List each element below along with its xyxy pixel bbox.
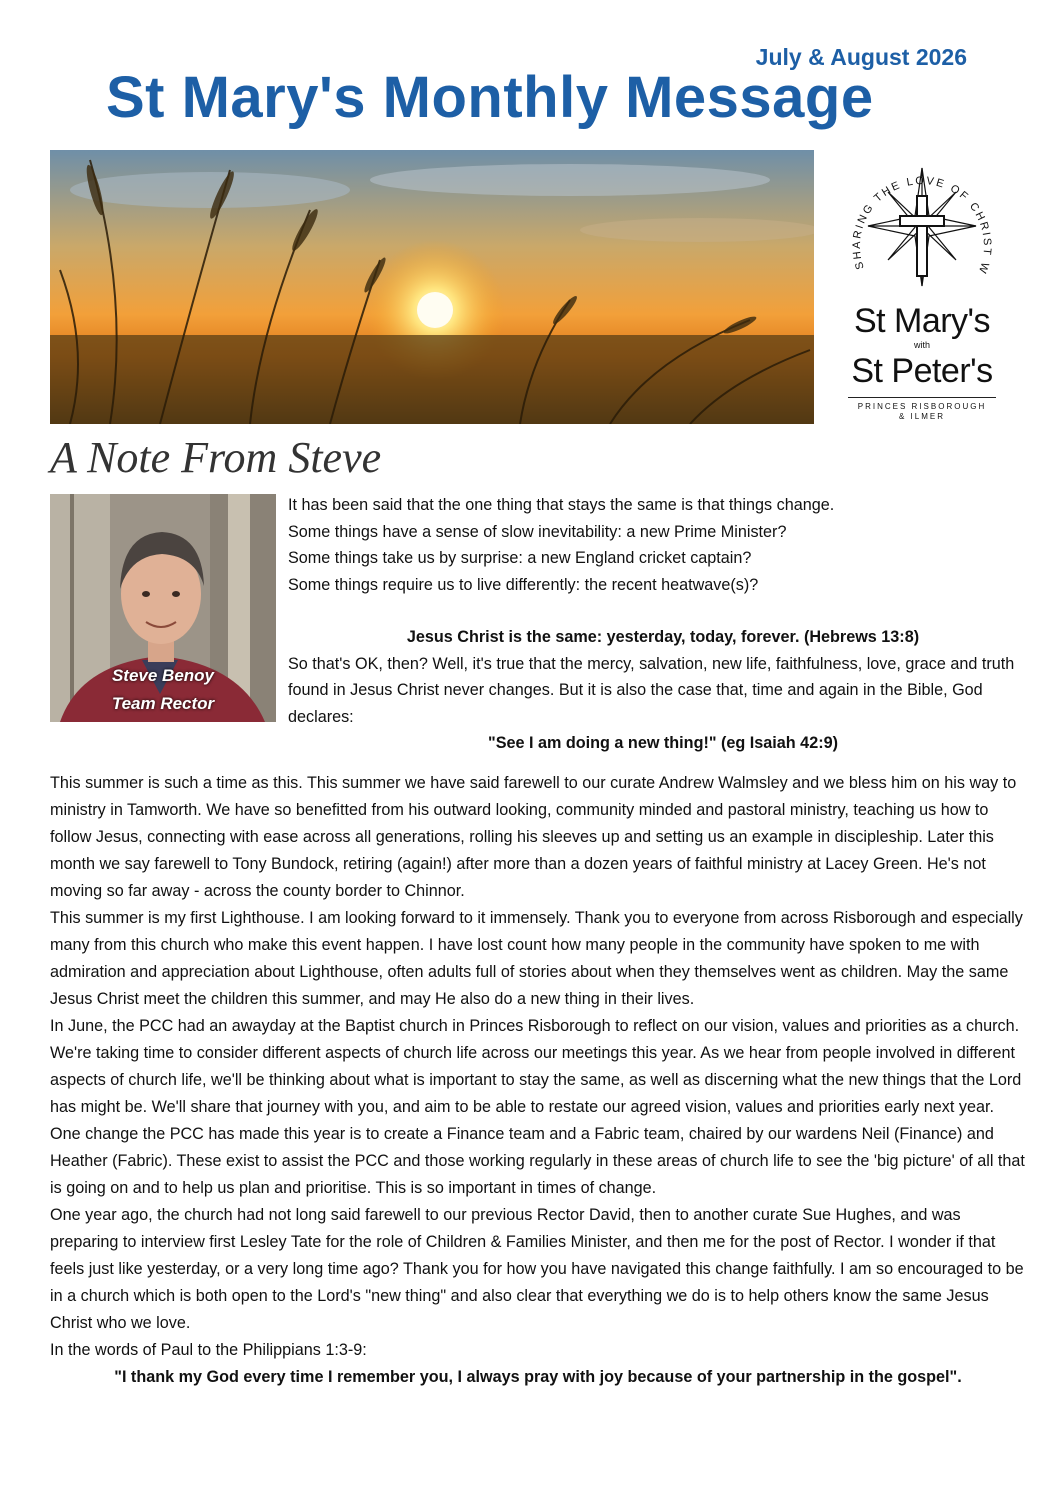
logo-with: with bbox=[913, 340, 930, 350]
logo-name-st-marys: St Mary's bbox=[853, 302, 991, 340]
intro-paragraph: So that's OK, then? Well, it's true that the mercy, salvation, new life, faithfulness, love, grace and truth found in Jesus Christ never changes. But it is also the case that, time and again in the Bible, God declares: bbox=[288, 654, 1015, 726]
intro-line: Some things take us by surprise: a new England cricket captain? bbox=[288, 549, 752, 567]
article-body bbox=[50, 770, 1026, 1391]
star-cross-emblem bbox=[836, 146, 1008, 302]
body-paragraph: This summer is my first Lighthouse. I am looking forward to it immensely. Thank you to everyone from across Risborough and especially many from this church who make this event happen. I have lost count how many people in the community have spoken to me with admiration and appreciation about Lighthouse, often adults full of stories about when they themselves went as children. May the same Jesus Christ meet the children this summer, and may He also do a new thing in their lives. bbox=[50, 909, 1023, 1008]
issue-date: July & August 2026 bbox=[755, 44, 967, 70]
intro-line: It has been said that the one thing that stays the same is that things change. bbox=[288, 496, 835, 514]
logo-place-line1: PRINCES RISBOROUGH bbox=[857, 402, 987, 411]
sunset-grass-photo bbox=[50, 150, 814, 424]
portrait-caption-role: Team Rector bbox=[111, 694, 215, 713]
newsletter-title: St Mary's Monthly Message bbox=[106, 65, 874, 130]
logo-name-st-peters: St Peter's bbox=[851, 352, 993, 390]
logo-place-line2: & ILMER bbox=[898, 412, 945, 421]
church-logo bbox=[836, 146, 1008, 426]
body-paragraph: One year ago, the church had not long said farewell to our previous Rector David, then to another curate Sue Hughes, and was preparing to interview first Lesley Tate for the role of Children & Families Minister, and then me for the post of Rector. I wonder if that feels just like yesterday, or a very long time ago? Thank you for how you have navigated this change faithfully. I am so encouraged to be in a church which is both open to the Lord's "new thing" and also clear that everything we do is to help others know the same Jesus Christ who we love. bbox=[50, 1206, 1024, 1332]
body-paragraph: In the words of Paul to the Philippians 1:3-9: bbox=[50, 1341, 367, 1359]
logo-divider bbox=[848, 397, 996, 398]
intro-line: Some things require us to live differently: the recent heatwave(s)? bbox=[288, 575, 759, 594]
closing-quote: "I thank my God every time I remember you, I always pray with joy because of your partnership in the gospel". bbox=[114, 1368, 962, 1386]
intro-text bbox=[288, 492, 1038, 757]
verse-isaiah: "See I am doing a new thing!" (eg Isaiah 42:9) bbox=[488, 734, 838, 752]
body-paragraph: This summer is such a time as this. This summer we have said farewell to our curate Andrew Walmsley and we bless him on his way to ministry in Tamworth. We have so benefitted from his outward looking, community minded and pastoral ministry, teaching us how to follow Jesus, connecting with ease across all generations, rolling his sleeves up and setting us an example in discipleship. Later this month we say farewell to Tony Bundock, retiring (again!) after more than a dozen years of faithful ministry at Lacey Green. He's not moving so far away - across the county border to Chinnor. bbox=[50, 774, 1017, 900]
intro-line: Some things have a sense of slow inevitability: a new Prime Minister? bbox=[288, 522, 787, 541]
section-heading: A Note From Steve bbox=[50, 433, 382, 482]
rector-portrait-photo bbox=[50, 494, 276, 722]
verse-hebrews: Jesus Christ is the same: yesterday, today, forever. (Hebrews 13:8) bbox=[406, 628, 920, 646]
logo-ring-text: SHARING THE LOVE OF CHRIST W bbox=[850, 174, 994, 277]
body-paragraph: One change the PCC has made this year is to create a Finance team and a Fabric team, chaired by our wardens Neil (Finance) and Heather (Fabric). These exist to assist the PCC and those working regularly in these areas of church life to see the 'big picture' of all that is going on and to help us plan and prioritise. This is so important in times of change. bbox=[50, 1125, 1025, 1197]
portrait-caption-name: Steve Benoy bbox=[111, 666, 215, 685]
svg-text:SHARING THE LOVE OF CHRIST WIT bbox=[836, 146, 993, 277]
body-paragraph: In June, the PCC had an awayday at the Baptist church in Princes Risborough to reflect on our vision, values and priorities as a church. We're taking time to consider different aspects of church life across our meetings this year. As we hear from people involved in different aspects of church life, we'll be thinking about what is important to stay the same, as well as discerning what the new things that the Lord has might be. We'll share that journey with you, and aim to be able to restate our agreed vision, values and priorities early next year. bbox=[50, 1017, 1022, 1116]
